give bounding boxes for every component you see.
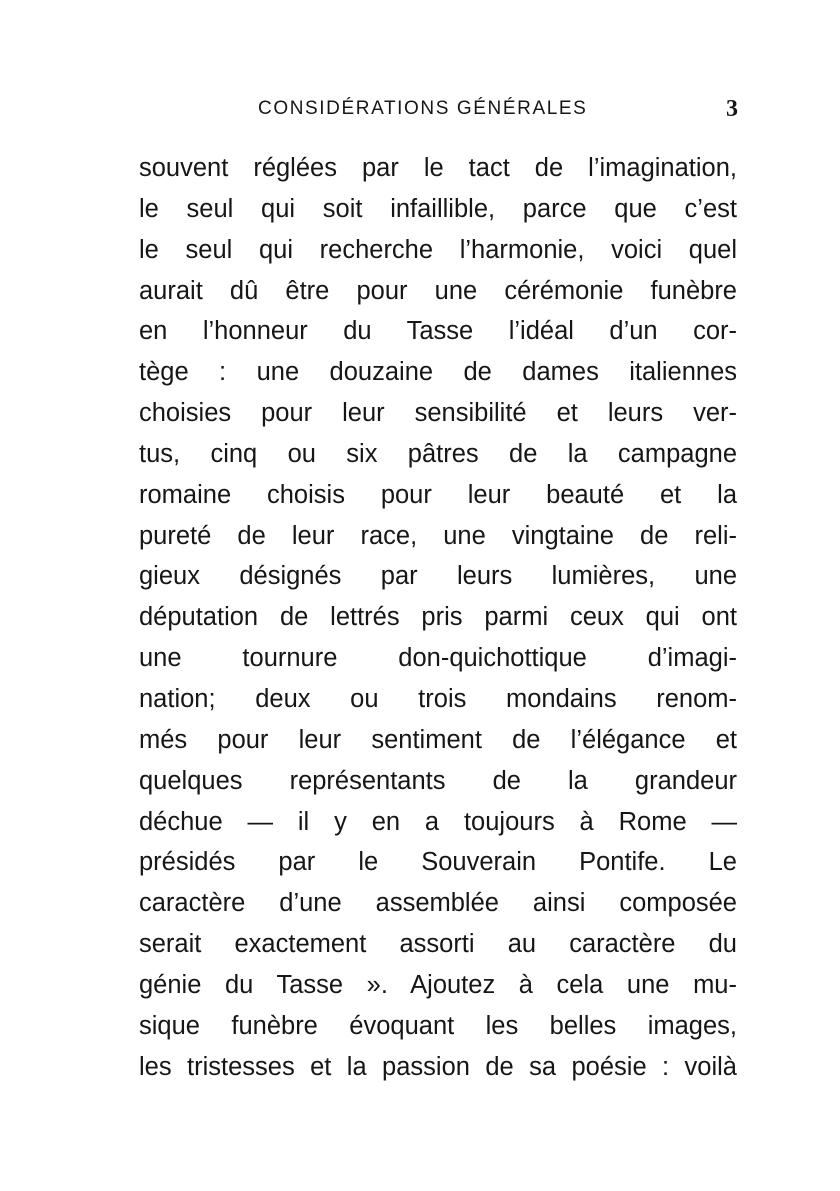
text-line: génie du Tasse ». Ajoutez à cela une mu-	[139, 970, 737, 999]
body-text	[139, 148, 737, 1087]
text-line: le seul qui recherche l’harmonie, voici quel	[139, 235, 737, 264]
text-line: le seul qui soit infaillible, parce que c’est	[139, 194, 737, 223]
text-line: choisies pour leur sensibilité et leurs ver-	[139, 399, 737, 428]
text-line: pureté de leur race, une vingtaine de reli-	[139, 521, 737, 550]
page-number: 3	[726, 96, 738, 122]
text-line: tus, cinq ou six pâtres de la campagne	[139, 439, 737, 468]
text-line: caractère d’une assemblée ainsi composée	[139, 889, 737, 918]
text-line: aurait dû être pour une cérémonie funèbre	[139, 276, 737, 305]
running-head	[140, 96, 740, 126]
text-line: gieux désignés par leurs lumières, une	[139, 562, 737, 591]
text-line: déchue — il y en a toujours à Rome —	[139, 807, 737, 836]
text-line: romaine choisis pour leur beauté et la	[139, 480, 737, 509]
text-line: souvent réglées par le tact de l’imagination,	[139, 154, 737, 182]
text-line: serait exactement assorti au caractère du	[139, 930, 737, 959]
text-line: en l’honneur du Tasse l’idéal d’un cor-	[139, 317, 737, 346]
running-title: CONSIDÉRATIONS GÉNÉRALES	[258, 98, 588, 119]
text-line: nation; deux ou trois mondains renom-	[139, 684, 737, 713]
text-line: les tristesses et la passion de sa poésie : voilà	[139, 1052, 737, 1081]
text-line: députation de lettrés pris parmi ceux qui ont	[139, 603, 737, 632]
text-line: présidés par le Souverain Pontife. Le	[139, 848, 737, 877]
text-line: sique funèbre évoquant les belles images,	[139, 1011, 737, 1040]
text-line: tège : une douzaine de dames italiennes	[139, 358, 737, 387]
text-line: une tournure don-quichottique d’imagi-	[139, 644, 737, 673]
text-line: quelques représentants de la grandeur	[139, 766, 737, 795]
text-line: més pour leur sentiment de l’élégance et	[139, 725, 737, 754]
